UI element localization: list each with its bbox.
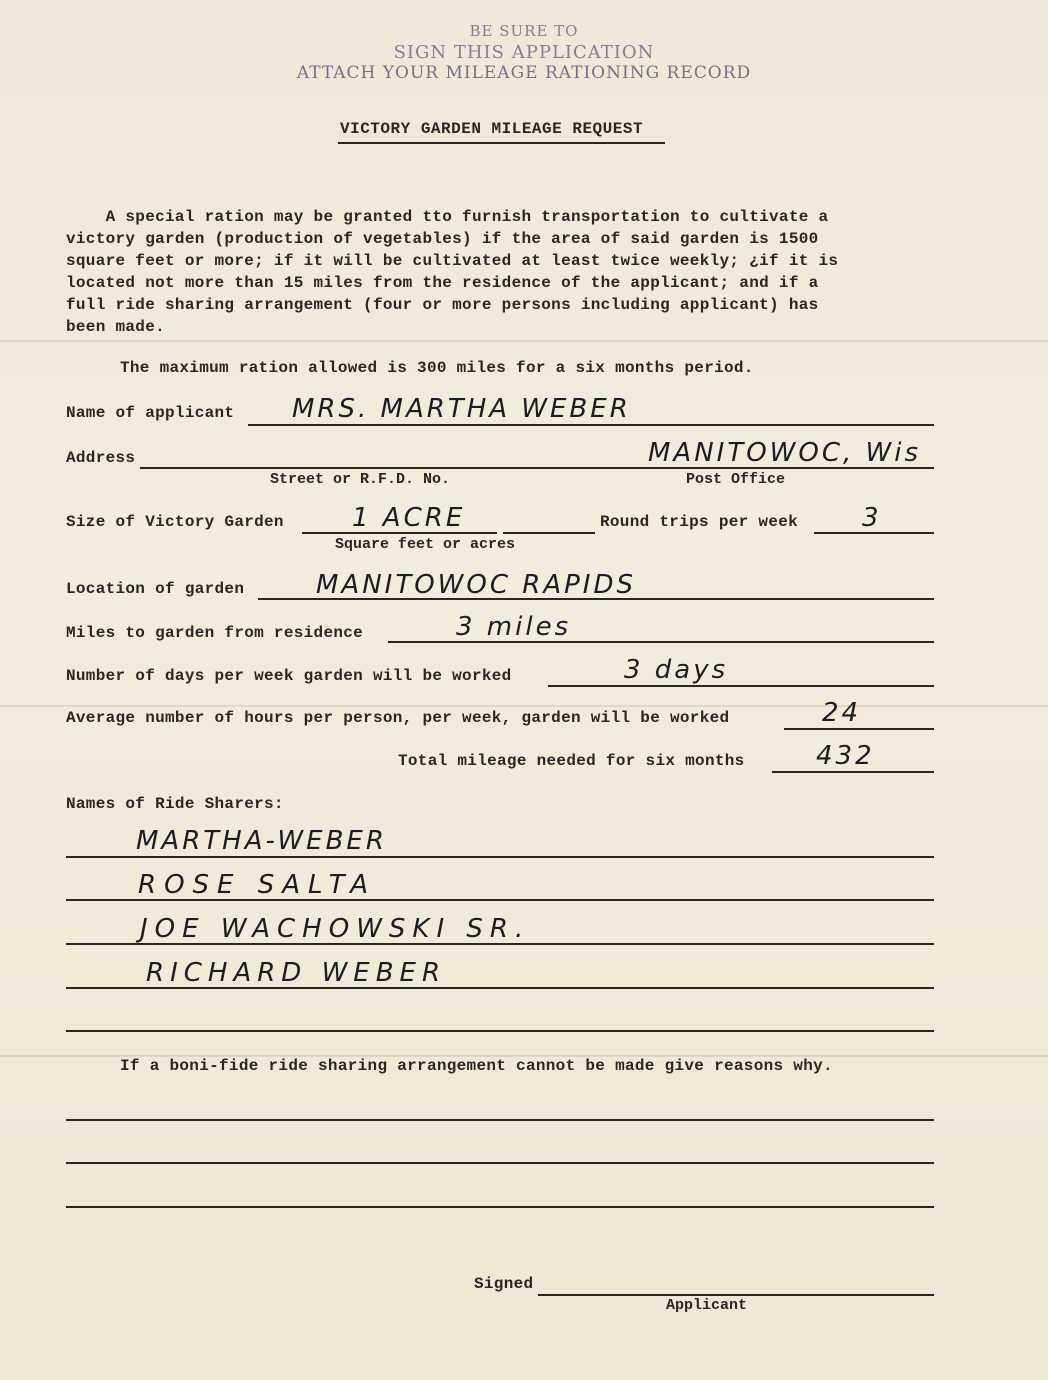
max-ration-text: The maximum ration allowed is 300 miles for a six months period. (120, 359, 754, 377)
intro-line: full ride sharing arrangement (four or more persons including applicant) has (66, 296, 819, 314)
total-mileage-value: 432 (816, 741, 875, 771)
intro-line: A special ration may be granted tto furnish transportation to cultivate a (66, 208, 829, 226)
intro-paragraph (66, 206, 906, 338)
stamp-line-2: SIGN THIS APPLICATION (393, 42, 655, 63)
intro-line: victory garden (production of vegetables) if the area of said garden is 1500 (66, 230, 819, 248)
hours-value: 24 (822, 698, 862, 728)
ride-sharer-name: MARTHA-WEBER (136, 826, 387, 856)
ride-sharers-label: Names of Ride Sharers: (66, 795, 284, 813)
hours-label: Average number of hours per person, per week, garden will be worked (66, 709, 730, 727)
size-caption: Square feet or acres (335, 536, 516, 553)
reasons-line (66, 1206, 934, 1208)
reasons-line (66, 1119, 934, 1121)
stamp-line-1: BE SURE TO (469, 22, 579, 40)
paper-fold (0, 340, 1048, 342)
size-label: Size of Victory Garden (66, 513, 284, 531)
intro-line: square feet or more; if it will be cultivated at least twice weekly; ¿if it is (66, 252, 839, 270)
sharer-line (66, 856, 934, 858)
applicant-caption: Applicant (666, 1297, 748, 1314)
reasons-line (66, 1162, 934, 1164)
stamp-line-3: ATTACH YOUR MILEAGE RATIONING RECORD (296, 63, 752, 83)
total-mileage-label: Total mileage needed for six months (398, 752, 745, 770)
signed-label: Signed (474, 1275, 534, 1293)
reasons-label: If a boni-fide ride sharing arrangement cannot be made give reasons why. (120, 1057, 833, 1075)
miles-label: Miles to garden from residence (66, 624, 364, 642)
hours-line (784, 728, 934, 730)
ride-sharer-name: JOE WACHOWSKI SR. (140, 914, 531, 944)
sharer-line (66, 1030, 934, 1032)
name-value: MRS. MARTHA WEBER (292, 394, 631, 424)
ride-sharer-name: ROSE SALTA (138, 870, 377, 900)
size-value: 1 ACRE (352, 503, 466, 533)
ride-sharer-name: RICHARD WEBER (146, 958, 447, 988)
name-line (248, 424, 934, 426)
post-office-caption: Post Office (686, 471, 786, 488)
days-label: Number of days per week garden will be worked (66, 667, 512, 685)
location-value: MANITOWOC RAPIDS (316, 570, 636, 600)
intro-line: located not more than 15 miles from the residence of the applicant; and if a (66, 274, 819, 292)
post-office-value: MANITOWOC, Wis (648, 438, 922, 468)
paper-fold (0, 705, 1048, 707)
trips-value: 3 (862, 503, 882, 533)
location-label: Location of garden (66, 580, 245, 598)
street-caption: Street or R.F.D. No. (270, 471, 451, 488)
total-mileage-line (772, 771, 934, 773)
days-value: 3 days (624, 655, 729, 685)
signature-line (538, 1294, 934, 1296)
address-label: Address (66, 449, 136, 467)
intro-line: been made. (66, 318, 166, 336)
days-line (548, 685, 934, 687)
name-label: Name of applicant (66, 404, 235, 422)
trips-label: Round trips per week (600, 513, 799, 531)
title-underline (338, 142, 665, 144)
size-line-extra (503, 532, 595, 534)
miles-value: 3 miles (456, 612, 572, 642)
form-title: VICTORY GARDEN MILEAGE REQUEST (340, 120, 644, 138)
